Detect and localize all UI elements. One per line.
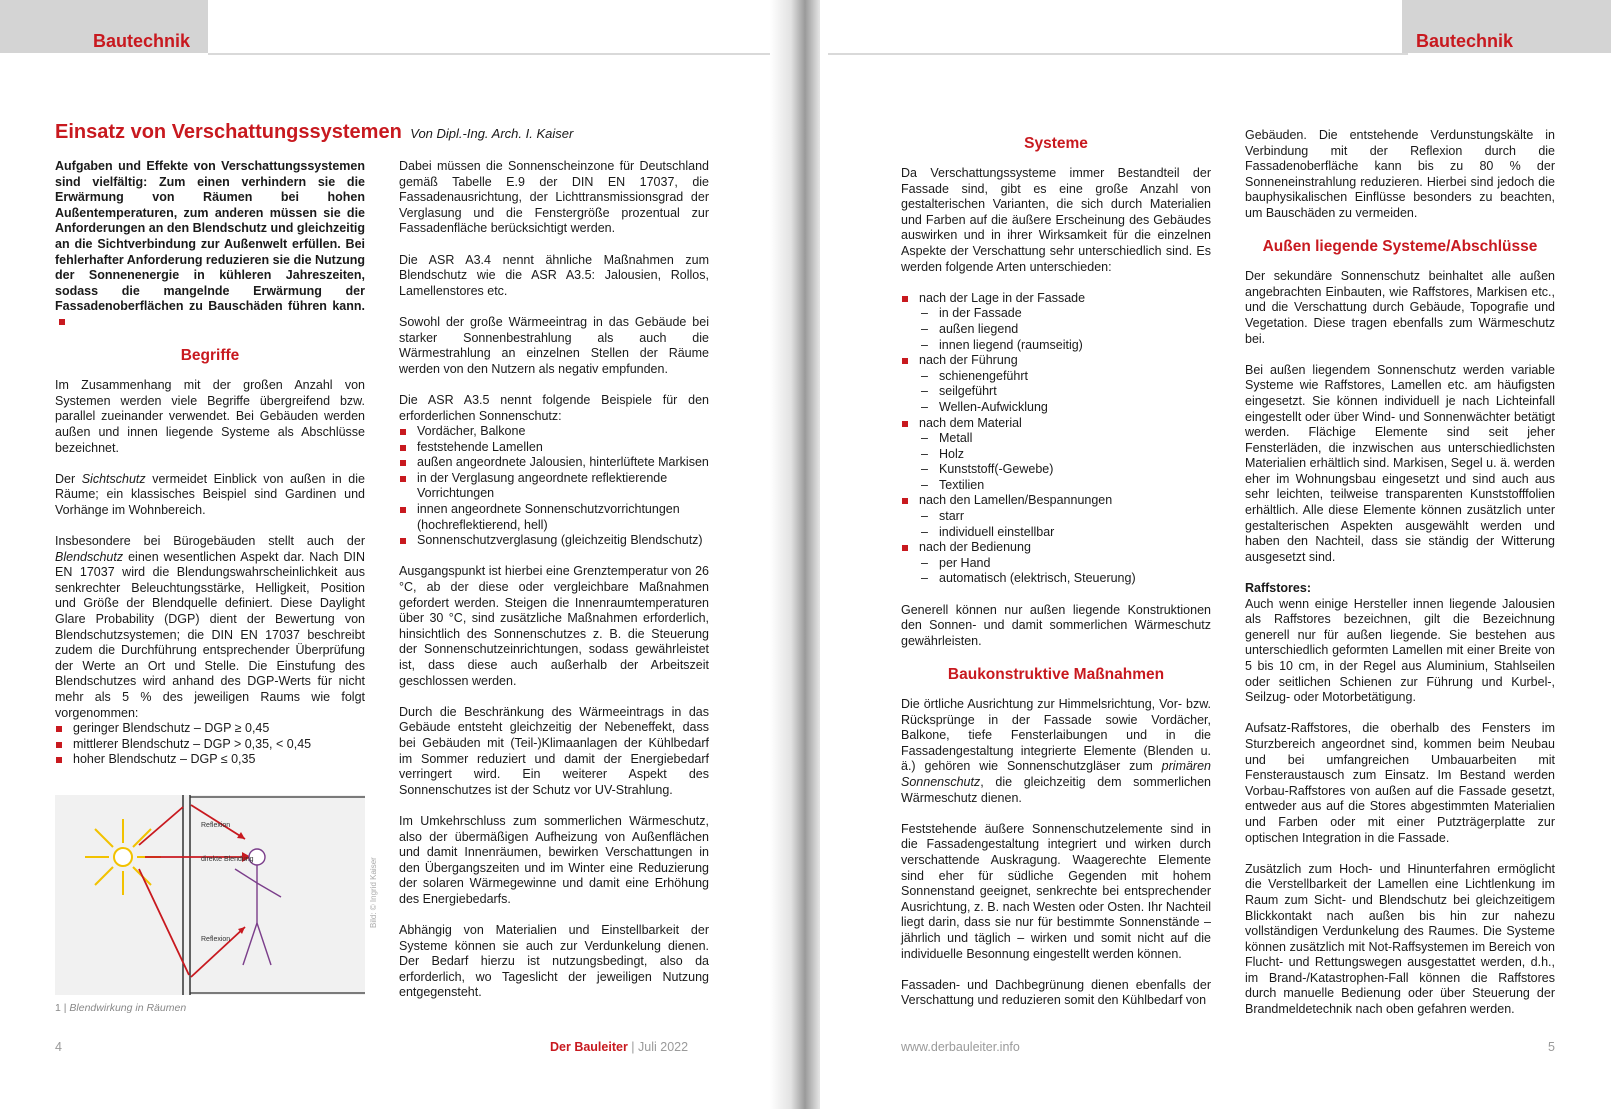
end-mark-icon	[59, 319, 65, 325]
sun-protection-examples-list	[399, 424, 709, 549]
lead-paragraph	[55, 159, 365, 331]
column-2	[399, 159, 709, 1017]
left-page	[0, 0, 790, 1109]
paragraph: Gebäuden. Die entstehende Verdunstungskälte in Verbindung mit der Reflexion durch die Fassadenoberfläche kann bis zu 80 % der Sonneneinstrahlung reduzieren. Hierbei sind jedoch die bauphysikalischen Einflüsse besonders zu beachten, um Bauschäden zu vermeiden.	[1245, 128, 1555, 220]
text: einen wesentlichen Aspekt dar. Nach DIN EN 17037 wird die Blendungswahrscheinlichkeit aus senkrechter Beleuchtungsstärke, Helligkeit, Position und Größe der Blendquelle definiert. Diese Daylight Glare Probability (DGP) dient der Bewertung von Blendschutzsystemen; die DIN EN 17037 beschreibt zudem die Durchführung entsprechender Überprüfung der Werte an Ort und Stelle. Die Einstufung des Blendschutzes wird anhand des DGP-Werts für nicht mehr als 5 % des jeweiligen Raums wie folgt vorgenommen:	[55, 549, 365, 720]
paragraph: Auch wenn einige Hersteller innen liegende Jalousien als Raffstores bezeichnen, gilt die Bezeichnung generell nur für außen liegende. Sie bestehen aus unterschiedlich geformten Lamellen mit einer Breite von 5 bis 10 cm, in der Regel aus Aluminium, Stahlseilen oder seitlichen Schienen zur Führung und Kurbel-, Seilzug- oder Motorbetätigung.	[1245, 596, 1555, 705]
paragraph: Generell können nur außen liegende Konstruktionen den Sonnen- und damit sommerlichen Wärmeschutz gewährleisten.	[901, 602, 1211, 648]
text: , die gleichzeitig dem sommerlichen Wärmeschutz dienen.	[901, 774, 1211, 805]
paragraph: Im Zusammenhang mit der großen Anzahl von Systemen werden viele Begriffe übergreifend bzw. parallel zueinander verwendet. Bei Gebäuden werden außen und innen liegende Systeme als Abschlüsse bezeichnet.	[55, 378, 365, 455]
paragraph: Zusätzlich zum Hoch- und Hinunterfahren ermöglicht die Verstellbarkeit der Lamellen eine Lichtlenkung im Raum zum Sicht- und Blendschutz bei gleichzeitigem Blickkontakt nach außen bis hin zur nahezu vollständigen Verdunkelung des Raumes. Die Systeme können zusätzlich mit Not-Raffsystemen im Bereich von Flucht- und Rettungswegen ausgestattet werden, d.h., im Brand-/Katastrophen-Fall können die Raffstores durch manuelle Bedienung oder über Steuerung der Brandmeldetechnik nach oben gefahren werden.	[1245, 861, 1555, 1017]
list-subitem: – Holz	[901, 447, 1211, 463]
caption-text: Blendwirkung in Räumen	[69, 1002, 187, 1014]
section-label-right: Bautechnik	[1416, 31, 1514, 51]
list-item: geringer Blendschutz – DGP ≥ 0,45	[55, 721, 365, 737]
section-label-left: Bautechnik	[93, 31, 191, 51]
article-title-line	[55, 121, 573, 144]
article-byline: Von Dipl.-Ing. Arch. I. Kaiser	[410, 126, 574, 141]
figure-glare-diagram	[55, 795, 365, 995]
list-subitem: – individuell einstellbar	[901, 525, 1211, 541]
glare-diagram	[55, 795, 365, 995]
list-subitem: – Metall	[901, 431, 1211, 447]
label-direkte-blendung: direkte Blendung	[201, 856, 254, 863]
glare-levels-list	[55, 721, 365, 768]
term-primaerer-sonnenschutz: primären Sonnenschutz	[901, 759, 1211, 789]
list-subitem: – per Hand	[901, 556, 1211, 572]
list-item: nach der Bedienung	[901, 540, 1211, 556]
list-item: in der Verglasung angeordnete reflektierende Vorrichtungen	[399, 471, 709, 502]
magazine-name: Der Bauleiter	[550, 1040, 628, 1054]
list-item: mittlerer Blendschutz – DGP > 0,35, < 0,45	[55, 737, 365, 753]
paragraph: Bei außen liegendem Sonnenschutz werden variable Systeme wie Raffstores, Lamellen etc. am häufigsten eingesetzt. Sie können individuell je nach Lichteinfall eingestellt oder über Wind- und Sonnenwächter betätigt werden. Flächige Elemente sind seit jeher Fensterläden, die inzwischen aus unterschiedlichsten Materialien erhältlich sind. Markisen, Segel u. ä. werden eher im Wohnungsbau eingesetzt und sind auch aus sehr leichten, teilweise transparenten Kunststofffolien erhältlich. Alle diese Elemente können zusätzlich unter gestalterischen Aspekten ausgewählt werden und haben den Nachteil, dass sie ständig der Witterung ausgesetzt sind.	[1245, 362, 1555, 564]
paragraph: Die ASR A3.4 nennt ähnliche Maßnahmen zum Blendschutz wie die ASR A3.5: Jalousien, Rollos, Lamellenstores etc.	[399, 252, 709, 298]
heading-aussen-liegende-systeme: Außen liegende Systeme/Abschlüsse	[1262, 238, 1538, 256]
figure-caption	[55, 1002, 186, 1014]
page-number-right: 5	[1548, 1040, 1555, 1054]
text: Insbesondere bei Bürogebäuden stellt auch der	[55, 534, 365, 549]
heading-systeme: Systeme	[1024, 135, 1088, 152]
article-title: Einsatz von Verschattungssystemen	[55, 121, 402, 143]
paragraph: Abhängig von Materialien und Einstellbarkeit der Systeme können sie auch zur Verdunkelung dienen. Der Bedarf hierzu ist nutzungsbedingt, also da erforderlich, wo Tageslicht der jeweiligen Nutzung entgegensteht.	[399, 923, 709, 1000]
right-page	[820, 0, 1611, 1109]
text: Der	[55, 471, 82, 486]
term-blendschutz: Blendschutz	[55, 549, 124, 564]
paragraph: Da Verschattungssysteme immer Bestandteil der Fassade sind, gibt es eine große Anzahl von gestalterischen Varianten, die sich durch Materialien und Farben auf die äußere Erscheinung des Gebäudes auswirken und in ihrer Wirksamkeit für die einzelnen Aspekte der Verschattung sehr unterschiedlich sind. Es werden folgende Arten unterschieden:	[901, 166, 1211, 274]
issue-date: Juli 2022	[638, 1040, 689, 1054]
list-subitem: – Kunststoff(-Gewebe)	[901, 462, 1211, 478]
list-item: nach der Führung	[901, 353, 1211, 369]
paragraph: Im Umkehrschluss zum sommerlichen Wärmeschutz, also der übermäßigen Aufheizung von Außenflächen und damit Innenräumen, bewirken Verschattungen in den Übergangszeiten und im Winter eine Reduzierung der solaren Wärmegewinne und damit eine Erhöhung des Energiebedarfs.	[399, 813, 709, 906]
list-item: hoher Blendschutz – DGP ≤ 0,35	[55, 752, 365, 768]
column-3	[901, 130, 1211, 1024]
paragraph: Die ASR A3.5 nennt folgende Beispiele für den erforderlichen Sonnenschutz:	[399, 392, 709, 423]
list-subitem: – seilgeführt	[901, 384, 1211, 400]
paragraph: Feststehende äußere Sonnenschutzelemente sind in die Fassadengestaltung integriert und wirken durch verschattende Auskragung. Waagerechte Elemente sind eher für südliche Gegenden mit hohem Sonnenstand geeignet, senkrechte bei entsprechender Ausrichtung, z. B. nach Westen oder Osten. Ihr Nachteil liegt darin, dass sie nur für bestimmte Sonnenstände – jährlich und täglich – wirken und somit nicht auf die individuelle Besonnung eingestellt werden können.	[901, 821, 1211, 961]
paragraph: Aufsatz-Raffstores, die oberhalb des Fensters im Sturzbereich angeordnet sind, kommen beim Neubau und bei umfangreichen Umbauarbeiten mit Fensteraustausch zum Einsatz. Im Bestand werden Vorbau-Raffstores von außen auf die Fassade gesetzt, entweder aus auf die Stores abgestimmten Materialien und Farben oder mit einer Putzträgerplatte zur optischen Integration in die Fassade.	[1245, 721, 1555, 845]
paragraph	[55, 472, 365, 519]
list-item: Vordächer, Balkone	[399, 424, 709, 440]
list-subitem: – schienengeführt	[901, 369, 1211, 385]
footer-separator: |	[631, 1040, 635, 1054]
list-subitem: – in der Fassade	[901, 306, 1211, 322]
text: vermeidet Einblick von außen in die Räume; ein klassisches Beispiel sind Gardinen und Vorhänge im Wohnbereich.	[55, 471, 365, 517]
caption-number: 1	[55, 1002, 61, 1014]
list-subitem: – starr	[901, 509, 1211, 525]
list-item: feststehende Lamellen	[399, 440, 709, 456]
paragraph: Ausgangspunkt ist hierbei eine Grenztemperatur von 26 °C, ab der diese oder vergleichbare Maßnahmen gefordert werden. Steigen die Innenraumtemperaturen über 30 °C, sind zusätzliche Maßnahmen erforderlich, hinsichtlich des Sonnenschutzes z. B. die Steuerung der Sonnenschutzeinrichtungen, sodass gewährleistet ist, dass diese auch außerhalb der Arbeitszeit geschlossen werden.	[399, 564, 709, 688]
header-rule-right	[828, 53, 1408, 55]
paragraph: Dabei müssen die Sonnenscheinzone für Deutschland gemäß Tabelle E.9 der DIN EN 17037, die Fassadenausrichtung, der Lichttransmissionsgrad der Verglasung und die Fenstergröße prozentual zur Fassadenfläche berücksichtigt werden.	[399, 159, 709, 236]
footer-url: www.derbauleiter.info	[901, 1040, 1020, 1054]
list-subitem: – außen liegend	[901, 322, 1211, 338]
list-item: außen angeordnete Jalousien, hinterlüftete Markisen	[399, 455, 709, 471]
list-item: nach dem Material	[901, 416, 1211, 432]
label-reflexion-top: Reflexion	[201, 822, 231, 829]
list-subitem: – automatisch (elektrisch, Steuerung)	[901, 571, 1211, 587]
list-item: Sonnenschutzverglasung (gleichzeitig Blendschutz)	[399, 533, 709, 549]
text: Die örtliche Ausrichtung zur Himmelsrichtung, Vor- bzw. Rücksprünge in der Fassade sowie Vordächer, Balkone, tiefe Fensterlaibungen und in die Fassadengestaltung integrierte Elemente (Blenden u. ä.) gehören wie Sonnenschutzgläser zum	[901, 697, 1211, 774]
footer-magazine	[550, 1040, 688, 1054]
page-number-left: 4	[55, 1040, 62, 1054]
figure-credit: Bild: © Ingrid Kaiser	[369, 857, 378, 928]
list-subitem: – Textilien	[901, 478, 1211, 494]
list-subitem: – Wellen-Aufwicklung	[901, 400, 1211, 416]
paragraph: Durch die Beschränkung des Wärmeeintrags in das Gebäude entsteht gleichzeitig der Nebeneffekt, dass bei Gebäuden mit (Teil-)Klimaanlagen der Kühlbedarf im Sommer reduziert und damit der Energiebedarf verringert wird. Ein weiterer Aspekt des Sonnenschutzes ist der Schutz vor UV-Strahlung.	[399, 704, 709, 797]
subheading-raffstores: Raffstores:	[1245, 581, 1311, 596]
lead-text: Aufgaben und Effekte von Verschattungssystemen sind vielfältig: Zum einen verhindern sie die Erwärmung von Räumen bei hohen Außentemperaturen, zum anderen müssen sie die Anforderungen an den Blendschutz und gleichzeitig an die Sichtverbindung zur Außenwelt erfüllen. Bei fehlerhafter Anforderung reduzieren sie die Nutzung der Sonnenenergie in kühleren Jahreszeiten, sodass die mangelnde Erwärmung der Fassadenoberflächen zu Bauschäden führen kann.	[55, 159, 365, 314]
list-item: innen angeordnete Sonnenschutzvorrichtungen (hochreflektierend, hell)	[399, 502, 709, 533]
paragraph: Sowohl der große Wärmeeintrag in das Gebäude bei starker Sonnenbestrahlung als auch die Wärmestrahlung an einzelnen Stellen der Räume werden von den Nutzern als negativ empfunden.	[399, 314, 709, 376]
heading-begriffe: Begriffe	[180, 347, 240, 365]
paragraph: Der sekundäre Sonnenschutz beinhaltet alle außen angebrachten Einbauten, wie Raffstores, Markisen etc., und die Verschattung durch Gebäude, Topografie und Vegetation. Diese tragen ebenfalls zum Wärmeschutz bei.	[1245, 269, 1555, 346]
term-sichtschutz: Sichtschutz	[81, 471, 146, 486]
list-item: nach der Lage in der Fassade	[901, 291, 1211, 307]
caption-separator: |	[63, 1002, 67, 1014]
list-subitem: – innen liegend (raumseitig)	[901, 338, 1211, 354]
paragraph	[901, 697, 1211, 806]
paragraph: Fassaden- und Dachbegrünung dienen ebenfalls der Verschattung und reduzieren somit den Kühlbedarf von	[901, 977, 1211, 1008]
label-reflexion-bottom: Reflexion	[201, 936, 231, 943]
paragraph	[55, 534, 365, 721]
heading-baukonstruktive-massnahmen: Baukonstruktive Maßnahmen	[947, 666, 1165, 683]
column-4	[1245, 128, 1555, 1033]
header-rule-left	[208, 53, 788, 55]
column-1	[55, 159, 365, 784]
list-item: nach den Lamellen/Bespannungen	[901, 493, 1211, 509]
system-types-list	[901, 291, 1211, 587]
